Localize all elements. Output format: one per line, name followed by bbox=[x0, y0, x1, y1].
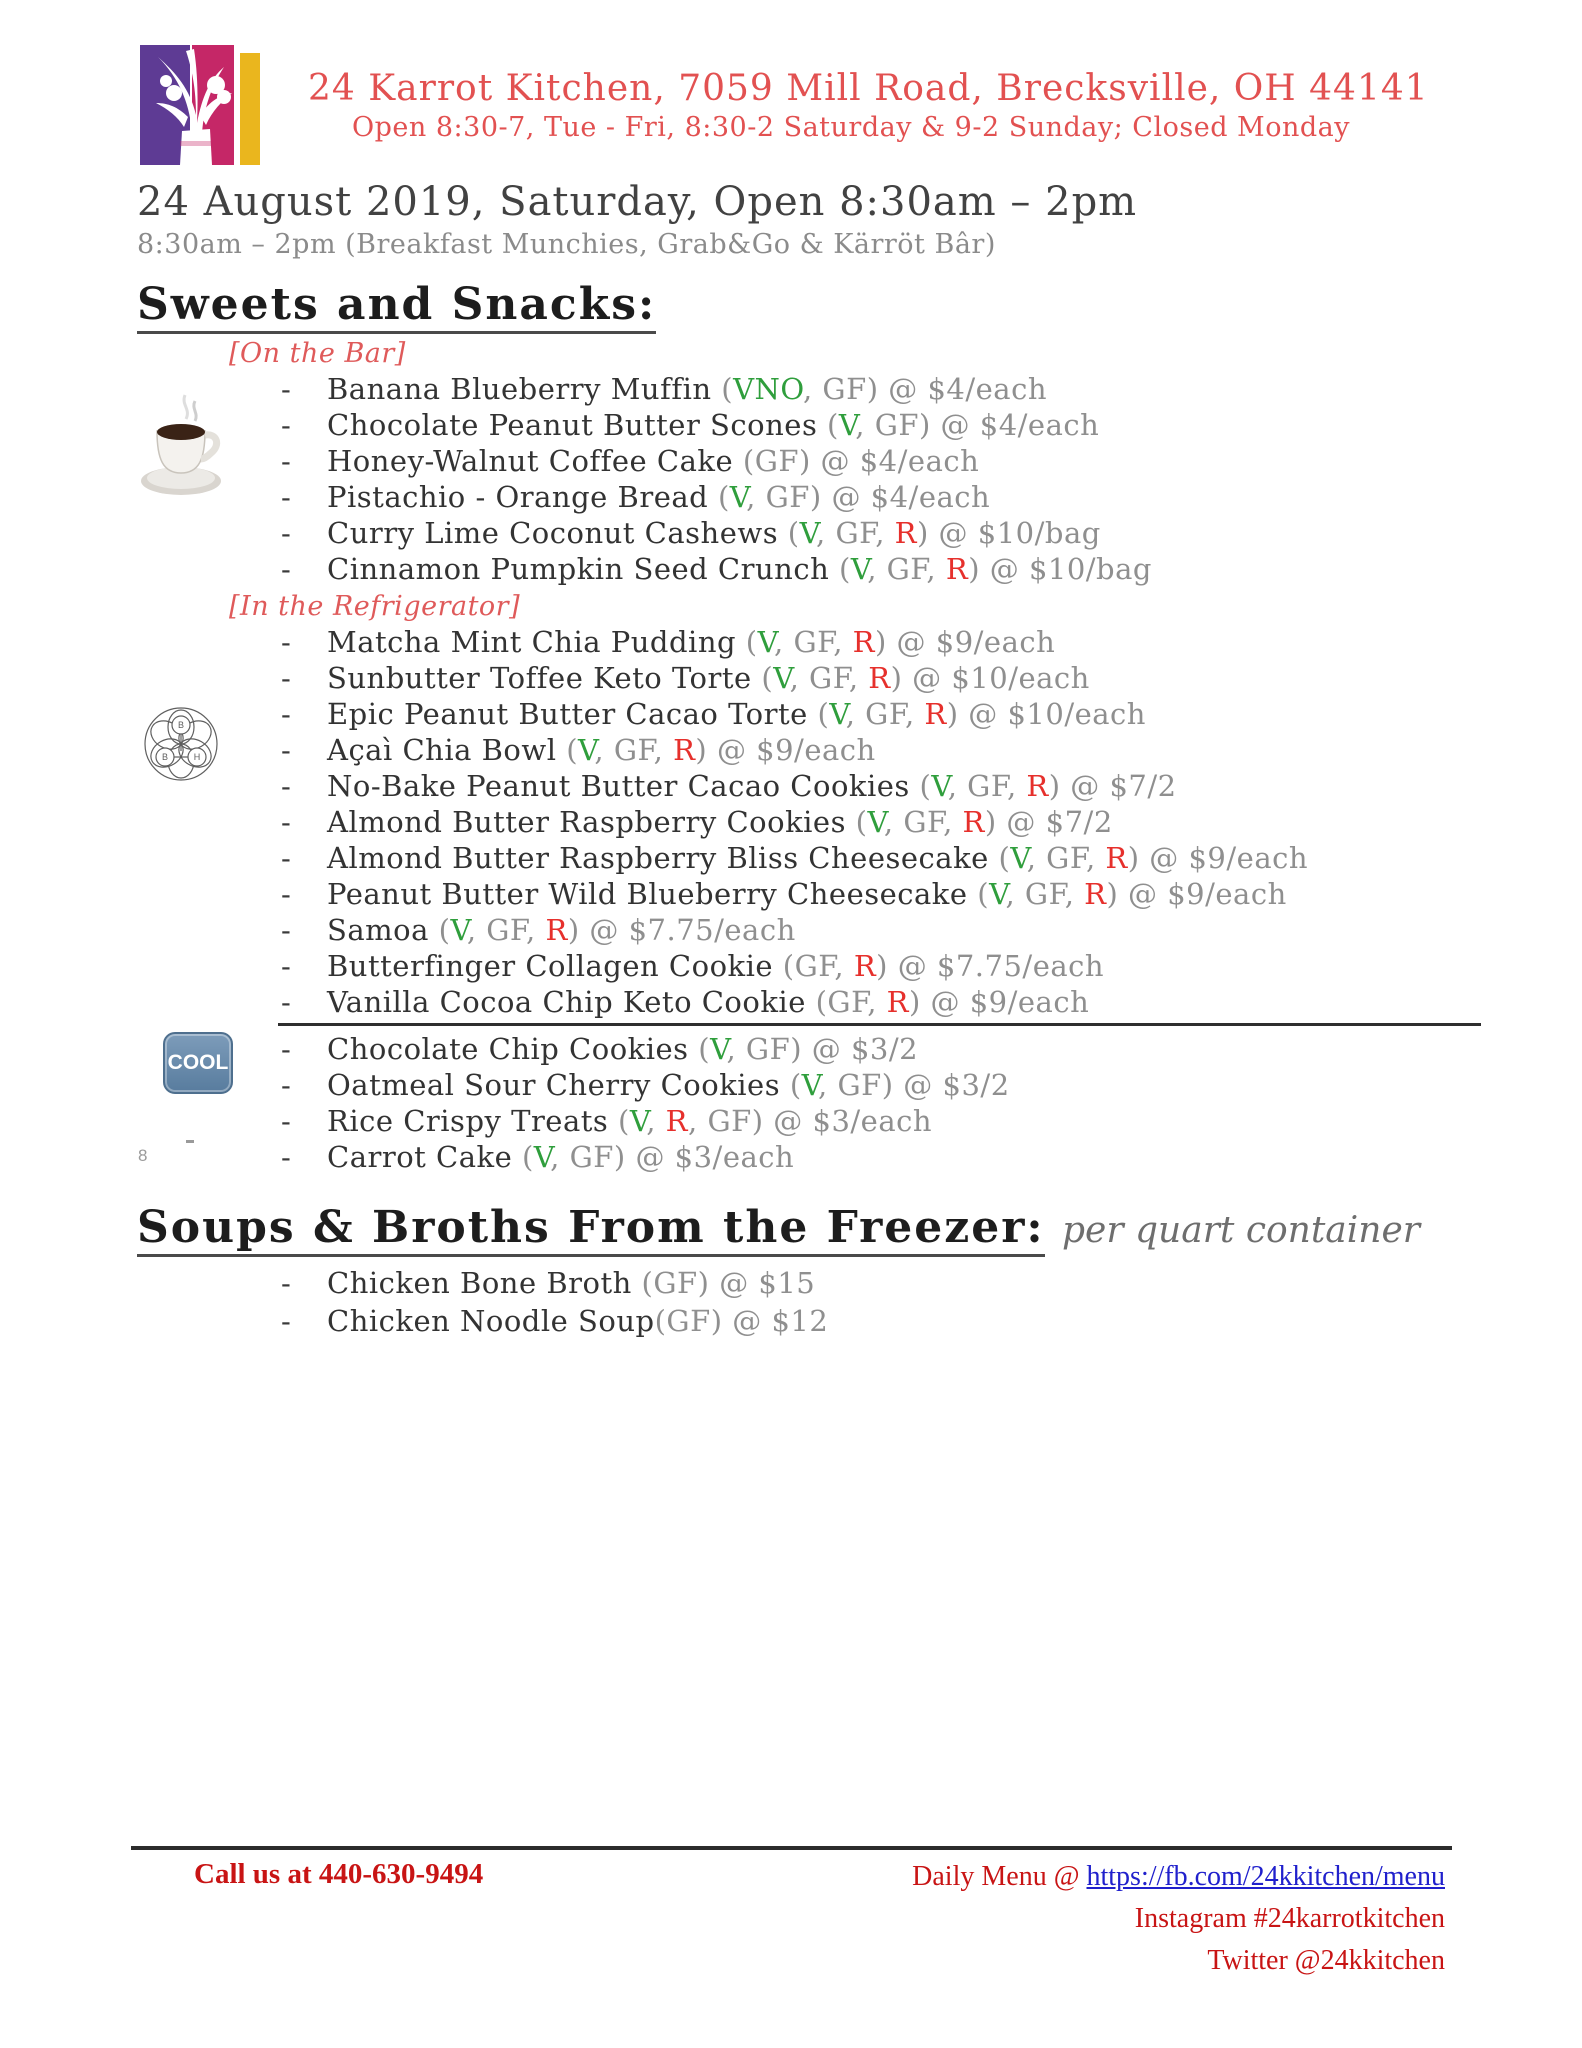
item-price: ) @ $4/each bbox=[809, 480, 991, 514]
diet-tag: GF bbox=[835, 516, 876, 550]
date-line: 24 August 2019, Saturday, Open 8:30am – 2pm bbox=[137, 179, 1138, 225]
item-price: ) @ $3/each bbox=[751, 1104, 933, 1138]
item-price: ) @ $9/each bbox=[875, 625, 1056, 659]
item-name: Almond Butter Raspberry Bliss Cheesecake bbox=[327, 841, 989, 875]
soups-section-title bbox=[137, 1201, 1527, 1258]
item-name: Butterfinger Collagen Cookie bbox=[327, 949, 774, 983]
diet-tag: GF bbox=[613, 733, 654, 767]
menu-item bbox=[137, 984, 1527, 1020]
item-bullet: - bbox=[281, 516, 292, 550]
item-name: Peanut Butter Wild Blueberry Cheesecake bbox=[327, 877, 968, 911]
tag-separator: , bbox=[802, 372, 823, 406]
paren-open: ( bbox=[778, 516, 800, 550]
diet-tag: GF bbox=[765, 480, 810, 514]
logo-yellow-bar bbox=[240, 53, 260, 165]
diet-tag: V bbox=[801, 1068, 819, 1102]
paren-open: ( bbox=[751, 661, 774, 695]
item-name: Sunbutter Toffee Keto Torte bbox=[327, 661, 752, 695]
soups-title-text: Soups & Broths From the Freezer: bbox=[137, 1202, 1045, 1257]
tag-separator: , bbox=[848, 661, 869, 695]
tag-separator: , bbox=[746, 480, 766, 514]
diet-tag: V bbox=[710, 1032, 727, 1066]
item-price: ) @ $10/each bbox=[946, 697, 1146, 731]
item-bullet: - bbox=[281, 372, 292, 406]
item-name: Honey-Walnut Coffee Cake bbox=[327, 444, 734, 478]
list-divider bbox=[278, 1023, 1481, 1026]
group-label: [In the Refrigerator] bbox=[229, 591, 521, 622]
diet-tag: V bbox=[533, 1140, 551, 1174]
tag-separator: , bbox=[594, 733, 614, 767]
diet-tag: V bbox=[578, 733, 595, 767]
item-bullet: - bbox=[281, 1032, 292, 1066]
item-price: ) @ $3/2 bbox=[881, 1068, 1010, 1102]
item-name: Almond Butter Raspberry Cookies bbox=[327, 805, 846, 839]
menu-item bbox=[137, 443, 1527, 479]
item-bullet: - bbox=[281, 913, 292, 947]
menu-item bbox=[137, 407, 1527, 443]
menu-item bbox=[137, 768, 1527, 804]
diet-tag: GF bbox=[569, 1140, 614, 1174]
brand-logo bbox=[140, 45, 262, 171]
diet-tag: GF bbox=[793, 625, 834, 659]
diet-tag: R bbox=[894, 516, 918, 550]
paren-open: ( bbox=[988, 841, 1011, 875]
diet-tag: GF bbox=[486, 913, 527, 947]
item-price: ) @ $7/2 bbox=[1048, 769, 1177, 803]
item-name: Curry Lime Coconut Cashews bbox=[327, 516, 779, 550]
menu-item bbox=[137, 732, 1527, 768]
item-name: No-Bake Peanut Butter Cacao Cookies bbox=[327, 769, 910, 803]
item-bullet: - bbox=[281, 1266, 292, 1300]
paren-open: ( bbox=[556, 733, 579, 767]
diet-tag: V bbox=[799, 516, 817, 550]
item-price: ) @ $4/each bbox=[866, 372, 1048, 406]
item-bullet: - bbox=[281, 625, 292, 659]
diet-tag: GF bbox=[822, 372, 867, 406]
tag-separator: , bbox=[883, 805, 904, 839]
item-name: Açaì Chia Bowl bbox=[327, 733, 557, 767]
paren-open: ( bbox=[654, 1304, 667, 1338]
item-name: Oatmeal Sour Cherry Cookies bbox=[327, 1068, 781, 1102]
item-price: ) @ $4/each bbox=[919, 408, 1100, 442]
item-bullet: - bbox=[281, 733, 292, 767]
item-price: ) @ $12 bbox=[710, 1304, 829, 1338]
bloom-mandala-icon bbox=[143, 703, 219, 785]
tag-separator: , bbox=[818, 1068, 838, 1102]
paren-open: ( bbox=[845, 805, 868, 839]
cool-badge-icon bbox=[163, 1032, 233, 1094]
diet-tag: V bbox=[850, 552, 868, 586]
tag-separator: , bbox=[646, 1104, 666, 1138]
diet-tag: GF bbox=[707, 1104, 752, 1138]
diet-tag: GF bbox=[865, 697, 905, 731]
item-bullet: - bbox=[281, 444, 292, 478]
item-bullet: - bbox=[281, 661, 292, 695]
menu-item bbox=[137, 1302, 1527, 1340]
item-name: Carrot Cake bbox=[327, 1140, 513, 1174]
tag-separator: , bbox=[526, 913, 546, 947]
cool-badge-label: COOL bbox=[167, 1051, 229, 1074]
diet-tag: R bbox=[852, 625, 875, 659]
diet-tag: R bbox=[886, 985, 909, 1019]
tag-separator: , bbox=[774, 625, 794, 659]
diet-tag: GF bbox=[827, 985, 868, 1019]
item-price: ) @ $10/each bbox=[890, 661, 1090, 695]
item-price: ) @ $9/each bbox=[695, 733, 876, 767]
item-bullet: - bbox=[281, 1104, 292, 1138]
item-name: Chicken Bone Broth bbox=[327, 1266, 632, 1300]
tag-separator: , bbox=[926, 552, 946, 586]
item-bullet: - bbox=[281, 769, 292, 803]
instagram-handle: Instagram #24karrotkitchen bbox=[1134, 1903, 1445, 1934]
item-bullet: - bbox=[281, 1140, 292, 1174]
stray-mark bbox=[186, 1140, 194, 1143]
svg-text:B: B bbox=[161, 752, 169, 762]
menu-item bbox=[137, 696, 1527, 732]
tag-separator: , bbox=[1026, 841, 1047, 875]
tag-separator: , bbox=[845, 697, 866, 731]
group-label: [On the Bar] bbox=[229, 338, 406, 369]
menu-item bbox=[137, 912, 1527, 948]
paren-open: ( bbox=[688, 1032, 711, 1066]
menu-item bbox=[137, 660, 1527, 696]
diet-tag: R bbox=[868, 661, 891, 695]
item-name: Epic Peanut Butter Cacao Torte bbox=[327, 697, 808, 731]
tag-separator: , bbox=[834, 949, 854, 983]
item-price: ) @ $9/each bbox=[908, 985, 1090, 1019]
diet-tag: V bbox=[1010, 841, 1027, 875]
diet-tag: VNO bbox=[733, 372, 803, 406]
diet-tag: V bbox=[773, 661, 790, 695]
item-name: Pistachio - Orange Bread bbox=[327, 480, 709, 514]
diet-tag: R bbox=[1084, 877, 1107, 911]
menu-item bbox=[137, 1031, 1527, 1067]
opening-hours: Open 8:30-7, Tue - Fri, 8:30-2 Saturday & 9-2 Sunday; Closed Monday bbox=[352, 112, 1350, 143]
item-bullet: - bbox=[281, 877, 292, 911]
tag-separator: , bbox=[1006, 769, 1027, 803]
diet-tag: R bbox=[1105, 841, 1128, 875]
menu-item bbox=[137, 515, 1527, 551]
tag-separator: , bbox=[726, 1032, 746, 1066]
paren-open: ( bbox=[780, 1068, 802, 1102]
menu-item bbox=[137, 1264, 1527, 1302]
item-price: ) @ $4/each bbox=[798, 444, 980, 478]
paren-open: ( bbox=[708, 480, 730, 514]
tag-separator: , bbox=[943, 805, 963, 839]
twitter-handle: Twitter @24kkitchen bbox=[1207, 1945, 1445, 1976]
item-name: Chocolate Chip Cookies bbox=[327, 1032, 689, 1066]
menu-item bbox=[137, 948, 1527, 984]
item-name: Samoa bbox=[327, 913, 429, 947]
diet-tag: GF bbox=[653, 1266, 698, 1300]
item-name: Banana Blueberry Muffin bbox=[327, 372, 712, 406]
tag-separator: , bbox=[1005, 877, 1025, 911]
paren-open: ( bbox=[829, 552, 851, 586]
diet-tag: GF bbox=[745, 1032, 791, 1066]
menu-item bbox=[137, 551, 1527, 587]
paren-open: ( bbox=[631, 1266, 654, 1300]
diet-tag: GF bbox=[1046, 841, 1086, 875]
item-price: ) @ $9/each bbox=[1127, 841, 1309, 875]
diet-tag: GF bbox=[666, 1304, 711, 1338]
diet-tag: R bbox=[1026, 769, 1049, 803]
item-price: ) @ $15 bbox=[697, 1266, 816, 1300]
item-bullet: - bbox=[281, 1304, 292, 1338]
paren-open: ( bbox=[512, 1140, 534, 1174]
paren-open: ( bbox=[807, 697, 830, 731]
tag-separator: , bbox=[550, 1140, 570, 1174]
diet-tag: GF bbox=[886, 552, 927, 586]
item-name: Matcha Mint Chia Pudding bbox=[327, 625, 737, 659]
menu-item bbox=[137, 1067, 1527, 1103]
tag-separator: , bbox=[1085, 841, 1106, 875]
menu-item bbox=[137, 804, 1527, 840]
sweets-list bbox=[137, 338, 1527, 1175]
item-bullet: - bbox=[281, 552, 292, 586]
diet-tag: V bbox=[838, 408, 856, 442]
tag-separator: , bbox=[855, 408, 875, 442]
diet-tag: R bbox=[945, 552, 969, 586]
diet-tag: GF bbox=[809, 661, 849, 695]
coffee-cup-icon bbox=[135, 393, 237, 501]
diet-tag: V bbox=[729, 480, 747, 514]
diet-tag: GF bbox=[794, 949, 835, 983]
paren-open: ( bbox=[805, 985, 828, 1019]
menu-item bbox=[137, 840, 1527, 876]
daily-menu-line bbox=[912, 1856, 1445, 1898]
item-bullet: - bbox=[281, 697, 292, 731]
footer-divider bbox=[131, 1846, 1452, 1850]
item-price: ) @ $3/2 bbox=[790, 1032, 919, 1066]
tag-separator: , bbox=[688, 1104, 708, 1138]
paren-open: ( bbox=[608, 1104, 630, 1138]
paren-open: ( bbox=[967, 877, 990, 911]
item-bullet: - bbox=[281, 985, 292, 1019]
tag-separator: , bbox=[653, 733, 674, 767]
tag-separator: , bbox=[466, 913, 487, 947]
diet-tag: GF bbox=[874, 408, 919, 442]
daily-menu-label: Daily Menu @ bbox=[912, 1861, 1087, 1892]
diet-tag: R bbox=[665, 1104, 689, 1138]
item-price: ) @ $9/each bbox=[1106, 877, 1287, 911]
paren-open: ( bbox=[428, 913, 451, 947]
item-bullet: - bbox=[281, 1068, 292, 1102]
phone-number: Call us at 440-630-9494 bbox=[194, 1858, 484, 1890]
item-bullet: - bbox=[281, 805, 292, 839]
menu-item bbox=[137, 479, 1527, 515]
menu-item bbox=[137, 371, 1527, 407]
soups-subtitle: per quart container bbox=[1062, 1210, 1420, 1251]
item-price: ) @ $3/each bbox=[613, 1140, 795, 1174]
menu-item bbox=[137, 1139, 1527, 1175]
tag-separator: , bbox=[1064, 877, 1085, 911]
menu-item bbox=[137, 624, 1527, 660]
tag-separator: , bbox=[816, 516, 836, 550]
sweets-title-text: Sweets and Snacks: bbox=[137, 279, 656, 334]
diet-tag: R bbox=[545, 913, 568, 947]
paren-open: ( bbox=[733, 444, 755, 478]
menu-item bbox=[137, 876, 1527, 912]
item-price: ) @ $7/2 bbox=[984, 805, 1113, 839]
diet-tag: R bbox=[673, 733, 696, 767]
svg-text:B: B bbox=[177, 720, 185, 730]
item-price: ) @ $7.75/each bbox=[567, 913, 796, 947]
diet-tag: V bbox=[829, 697, 846, 731]
restaurant-name-address: 24 Karrot Kitchen, 7059 Mill Road, Brecksville, OH 44141 bbox=[308, 68, 1429, 109]
item-price: ) @ $10/bag bbox=[917, 516, 1101, 550]
diet-tag: V bbox=[450, 913, 467, 947]
tag-separator: , bbox=[867, 552, 887, 586]
diet-tag: V bbox=[757, 625, 774, 659]
diet-tag: R bbox=[962, 805, 985, 839]
item-price: ) @ $7.75/each bbox=[876, 949, 1105, 983]
tag-separator: , bbox=[904, 697, 925, 731]
diet-tag: GF bbox=[903, 805, 944, 839]
item-name: Vanilla Cocoa Chip Keto Cookie bbox=[327, 985, 806, 1019]
tag-separator: , bbox=[833, 625, 853, 659]
paren-open: ( bbox=[773, 949, 795, 983]
soups-list bbox=[137, 1264, 1527, 1340]
paren-open: ( bbox=[711, 372, 734, 406]
diet-tag: R bbox=[853, 949, 877, 983]
service-line: 8:30am – 2pm (Breakfast Munchies, Grab&Go & Kärröt Bâr) bbox=[137, 229, 996, 260]
item-bullet: - bbox=[281, 480, 292, 514]
paren-open: ( bbox=[909, 769, 932, 803]
diet-tag: GF bbox=[754, 444, 799, 478]
diet-tag: V bbox=[867, 805, 884, 839]
diet-tag: V bbox=[629, 1104, 647, 1138]
tag-separator: , bbox=[875, 516, 895, 550]
diet-tag: GF bbox=[837, 1068, 882, 1102]
svg-text:H: H bbox=[193, 752, 201, 762]
sweets-section-title bbox=[137, 278, 1527, 332]
footer-links bbox=[912, 1856, 1445, 1982]
diet-tag: GF bbox=[1024, 877, 1065, 911]
diet-tag: R bbox=[924, 697, 947, 731]
paren-open: ( bbox=[817, 408, 839, 442]
diet-tag: V bbox=[989, 877, 1006, 911]
item-bullet: - bbox=[281, 949, 292, 983]
item-bullet: - bbox=[281, 408, 292, 442]
menu-item bbox=[137, 1103, 1527, 1139]
paren-open: ( bbox=[736, 625, 758, 659]
page-number: 8 bbox=[138, 1146, 148, 1165]
diet-tag: GF bbox=[967, 769, 1007, 803]
tag-separator: , bbox=[947, 769, 968, 803]
item-name: Cinnamon Pumpkin Seed Crunch bbox=[327, 552, 830, 586]
daily-menu-link[interactable]: https://fb.com/24kkitchen/menu bbox=[1086, 1861, 1445, 1892]
tag-separator: , bbox=[789, 661, 810, 695]
item-name: Chocolate Peanut Butter Scones bbox=[327, 408, 818, 442]
item-name: Rice Crispy Treats bbox=[327, 1104, 609, 1138]
diet-tag: V bbox=[931, 769, 948, 803]
tag-separator: , bbox=[867, 985, 887, 1019]
item-name: Chicken Noodle Soup bbox=[327, 1304, 655, 1338]
item-price: ) @ $10/bag bbox=[968, 552, 1152, 586]
item-bullet: - bbox=[281, 841, 292, 875]
